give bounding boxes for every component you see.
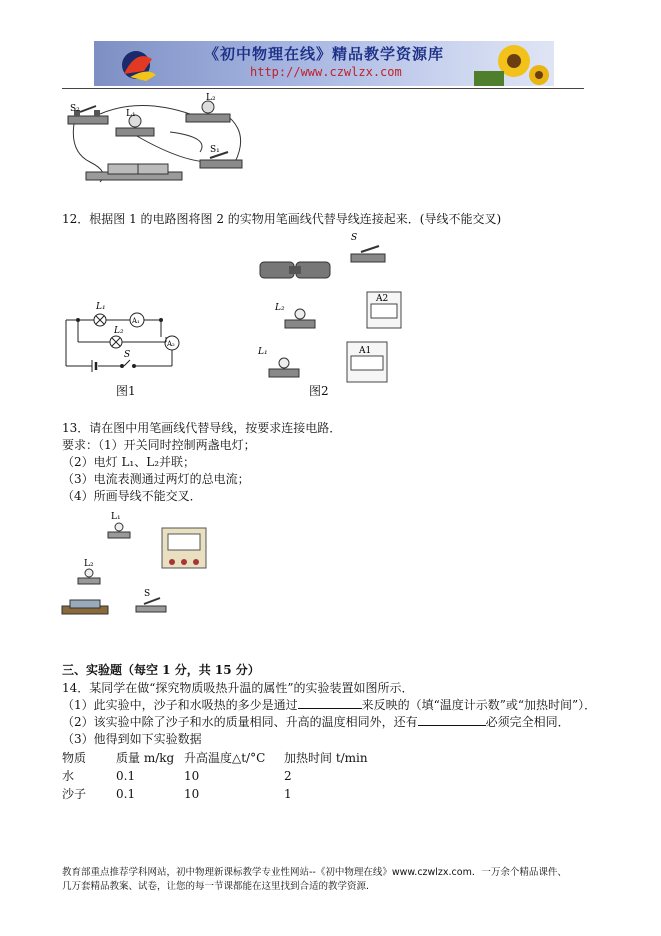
q14-part2 <box>62 714 570 730</box>
q13-components-figure <box>58 508 218 620</box>
q14-part1-before: （1）此实验中，沙子和水吸热的多少是通过 <box>62 698 298 712</box>
table-cell-0-2: 10 <box>184 769 200 783</box>
q14-part1-after: 来反映的（填“温度计示数”或“加热时间”）． <box>361 698 597 712</box>
top-fig-label-s2: S₂ <box>70 104 80 114</box>
fig1-label-a1: A₁ <box>132 317 140 325</box>
q13-line-2: 要求：（1）开关同时控制两盏电灯； <box>62 438 256 452</box>
q14-part1 <box>62 697 596 713</box>
fig1-label-l2: L₂ <box>114 326 124 336</box>
fig2-label-l1: L₁ <box>258 347 268 357</box>
q12-text: 12．根据图 1 的电路图将图 2 的实物用笔画线代替导线连接起来．(导线不能交叉) <box>62 212 502 226</box>
q13-fig-label-l1: L₁ <box>111 512 121 522</box>
table-cell-0-3: 2 <box>284 769 292 783</box>
q12-figure2-components <box>255 228 415 388</box>
top-fig-label-l1: L₁ <box>126 109 136 119</box>
table-header-3: 加热时间 t/min <box>284 751 368 765</box>
footer-line-2: 几万套精品教案、试卷，让您的每一节课都能在这里找到合适的教学资源． <box>62 881 376 892</box>
q14-part2-before: （2）该实验中除了沙子和水的质量相同、升高的温度相同外，还有 <box>62 715 418 729</box>
fig2-label-s: S <box>351 233 358 243</box>
table-header-1: 质量 m/kg <box>116 751 175 765</box>
top-fig-label-s1: S₁ <box>210 145 220 155</box>
fig2-label-a1: A1 <box>359 346 372 356</box>
table-cell-1-0: 沙子 <box>62 787 87 801</box>
q13-fig-label-s: S <box>144 589 151 599</box>
section3-title: 三、实验题（每空 1 分，共 15 分） <box>62 663 260 677</box>
fig1-label-s: S <box>124 350 131 360</box>
banner-title: 《初中物理在线》精品教学资源库 <box>204 45 445 63</box>
q13-line-3: （2）电灯 L₁、L₂并联； <box>62 455 196 469</box>
q13-line-1: 13．请在图中用笔画线代替导线，按要求连接电路． <box>62 421 342 435</box>
header-rule <box>62 88 584 89</box>
table-cell-1-1: 0.1 <box>116 787 136 801</box>
header-banner <box>94 41 554 86</box>
table-cell-1-2: 10 <box>184 787 200 801</box>
q14-part2-after: 必须完全相同． <box>485 715 570 729</box>
q13-line-4: （3）电流表测通过两灯的总电流； <box>62 472 250 486</box>
q14-intro: 14．某同学在做“探究物质吸热升温的属性”的实验装置如图所示． <box>62 681 414 695</box>
top-circuit-figure <box>60 92 260 188</box>
q14-blank-1[interactable] <box>298 697 362 709</box>
table-header-2: 升高温度△t/°C <box>184 751 266 765</box>
footer-line-1: 教育部重点推荐学科网站，初中物理新课标教学专业性网站--《初中物理在线》www.czwlzx.com．一万余个精品课件、 <box>62 867 567 878</box>
q14-blank-2[interactable] <box>418 714 486 726</box>
table-cell-0-1: 0.1 <box>116 769 136 783</box>
fig1-label-a2: A₂ <box>167 340 175 348</box>
q14-part3: （3）他得到如下实验数据 <box>62 732 202 746</box>
fig2-caption: 图2 <box>309 384 329 398</box>
q13-fig-label-l2: L₂ <box>84 559 94 569</box>
table-cell-0-0: 水 <box>62 769 75 783</box>
banner-url: http://www.czwlzx.com <box>250 65 402 79</box>
fig1-label-l1: L₁ <box>96 302 106 312</box>
fig2-label-l2: L₂ <box>275 303 285 313</box>
q13-line-5: （4）所画导线不能交叉． <box>62 489 202 503</box>
table-cell-1-3: 1 <box>284 787 292 801</box>
fig1-caption: 图1 <box>116 384 136 398</box>
table-header-0: 物质 <box>62 751 87 765</box>
q12-figure1-circuit <box>58 282 188 397</box>
top-fig-label-l2: L₂ <box>206 93 216 103</box>
fig2-label-a2: A2 <box>376 294 389 304</box>
